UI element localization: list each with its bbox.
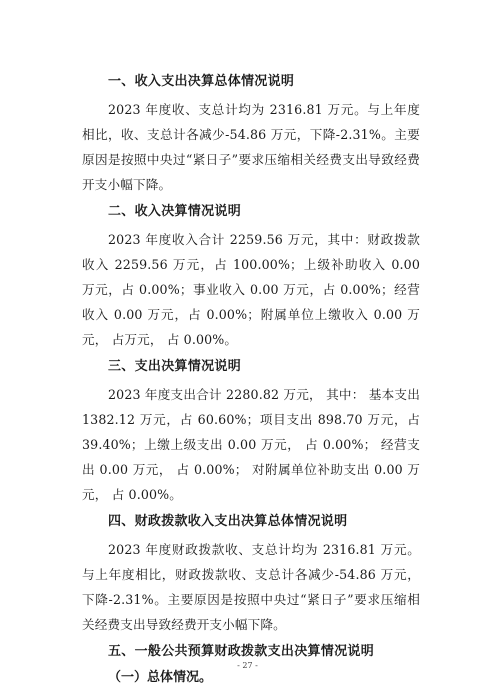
page-number: - 27 - xyxy=(237,661,258,670)
section-income-details xyxy=(82,201,420,352)
section-heading: 三、支出决算情况说明 xyxy=(108,359,242,374)
section-heading: 五、一般公共预算财政拨款支出决算情况说明 xyxy=(108,644,375,659)
section-paragraph: 2023 年度收、支总计均为 2316.81 万元。与上年度相比，收、支总计各减少-54.86 万元，下降-2.31%。主要原因是按照中央过“紧日子”要求压缩相关经费支出导致经费开支小幅下降。 xyxy=(82,102,420,192)
section-paragraph: 2023 年度财政拨款收、支总计均为 2316.81 万元。与上年度相比，财政拨款收、支总计各减少-54.86 万元， 下降-2.31%。主要原因是按照中央过“紧日子”要求压缩相关经费支出导致经费开支小幅下降。 xyxy=(82,542,420,632)
section-heading: 一、收入支出决算总体情况说明 xyxy=(108,74,295,89)
section-heading: 四、财政拨款收入支出决算总体情况说明 xyxy=(108,514,348,529)
section-fiscal-appropriation-overview xyxy=(82,511,420,637)
subsection-heading: （一）总体情况。 xyxy=(108,670,213,685)
section-heading: 二、收入决算情况说明 xyxy=(108,204,242,219)
section-expense-details xyxy=(82,356,420,507)
section-income-expense-overview xyxy=(82,71,420,197)
section-paragraph: 2023 年度收入合计 2259.56 万元，其中：财政拨款收入 2259.56 万元，占 100.00%；上级补助收入 0.00 万元，占 0.00%；事业收入 0.00 万元，占 0.00%；经营收入 0.00 万元，占 0.00%；附属单位上缴收入 0.00 万元， 占万元， 占 0.00%。 xyxy=(82,232,420,347)
document-body xyxy=(82,67,420,693)
section-paragraph: 2023 年度支出合计 2280.82 万元， 其中： 基本支出 1382.12 万元，占 60.60%；项目支出 898.70 万元，占 39.40%；上缴上级支出 0.00 万元， 占 0.00%； 经营支出 0.00 万元， 占 0.00%； 对附属单位补助支出 0.00 万元， 占 0.00%。 xyxy=(82,387,420,502)
